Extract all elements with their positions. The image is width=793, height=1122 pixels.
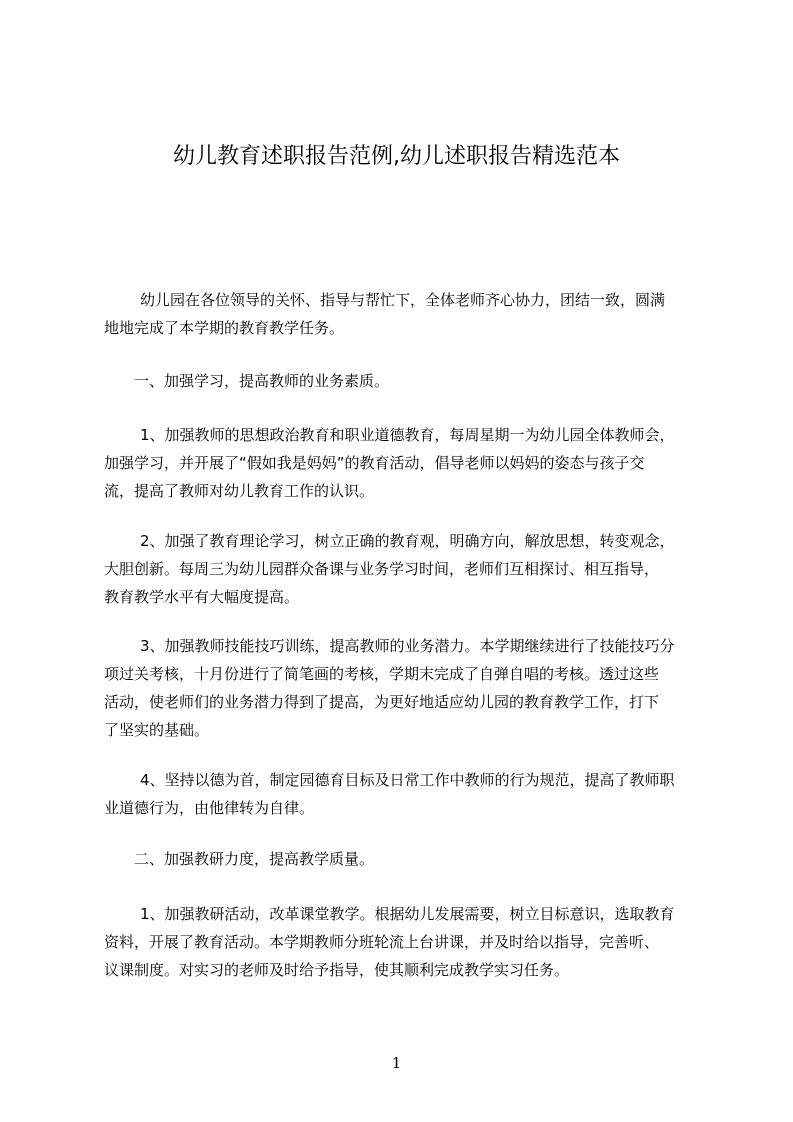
paragraph-line: 4、坚持以德为首，制定园德育目标及日常工作中教师的行为规范，提高了教师职 <box>140 771 675 789</box>
paragraph-line: 地地完成了本学期的教育教学任务。 <box>104 319 345 337</box>
intro-paragraph <box>104 286 704 342</box>
paragraph-line: 3、加强教师技能技巧训练，提高教师的业务潜力。本学期继续进行了技能技巧分 <box>140 637 675 655</box>
section-heading-2: 二、加强教研力度，提高教学质量。 <box>134 850 375 868</box>
paragraph-line: 资料，开展了教育活动。本学期教师分班轮流上台讲课，并及时给以指导，完善听、 <box>104 933 660 951</box>
paragraph-line: 活动，使老师们的业务潜力得到了提高，为更好地适应幼儿园的教育教学工作，打下 <box>104 693 660 711</box>
paragraph-line: 业道德行为，由他律转为自律。 <box>104 799 315 817</box>
section2-item-1 <box>104 900 704 984</box>
paragraph-line: 项过关考核，十月份进行了简笔画的考核，学期末完成了自弹自唱的考核。透过这些 <box>104 665 660 683</box>
section-heading-1: 一、加强学习，提高教师的业务素质。 <box>134 372 390 390</box>
section1-item-3 <box>104 632 704 744</box>
paragraph-line: 流，提高了教师对幼儿教育工作的认识。 <box>104 482 375 500</box>
document-title: 幼儿教育述职报告范例,幼儿述职报告精选范本 <box>173 144 620 169</box>
paragraph-line: 1、加强教师的思想政治教育和职业道德教育，每周星期一为幼儿园全体教师会， <box>140 426 675 444</box>
section1-item-1 <box>104 421 704 505</box>
section1-item-4 <box>104 766 704 822</box>
paragraph-line: 议课制度。对实习的老师及时给予指导，使其顺利完成教学实习任务。 <box>104 961 570 979</box>
paragraph-line: 了坚实的基础。 <box>104 721 210 739</box>
paragraph-line: 幼儿园在各位领导的关怀、指导与帮忙下，全体老师齐心协力，团结一致，圆满 <box>140 291 666 309</box>
paragraph-line: 大胆创新。每周三为幼儿园群众备课与业务学习时间，老师们互相探讨、相互指导， <box>104 560 660 578</box>
page-number: 1 <box>391 1054 402 1072</box>
paragraph-line: 加强学习，并开展了“假如我是妈妈”的教育活动，倡导老师以妈妈的姿态与孩子交 <box>104 454 645 472</box>
section1-item-2 <box>104 527 704 611</box>
paragraph-line: 1、加强教研活动，改革课堂教学。根据幼儿发展需要，树立目标意识，选取教育 <box>140 905 675 923</box>
paragraph-line: 2、加强了教育理论学习，树立正确的教育观，明确方向，解放思想，转变观念， <box>140 532 675 550</box>
paragraph-line: 教育教学水平有大幅度提高。 <box>104 588 300 606</box>
